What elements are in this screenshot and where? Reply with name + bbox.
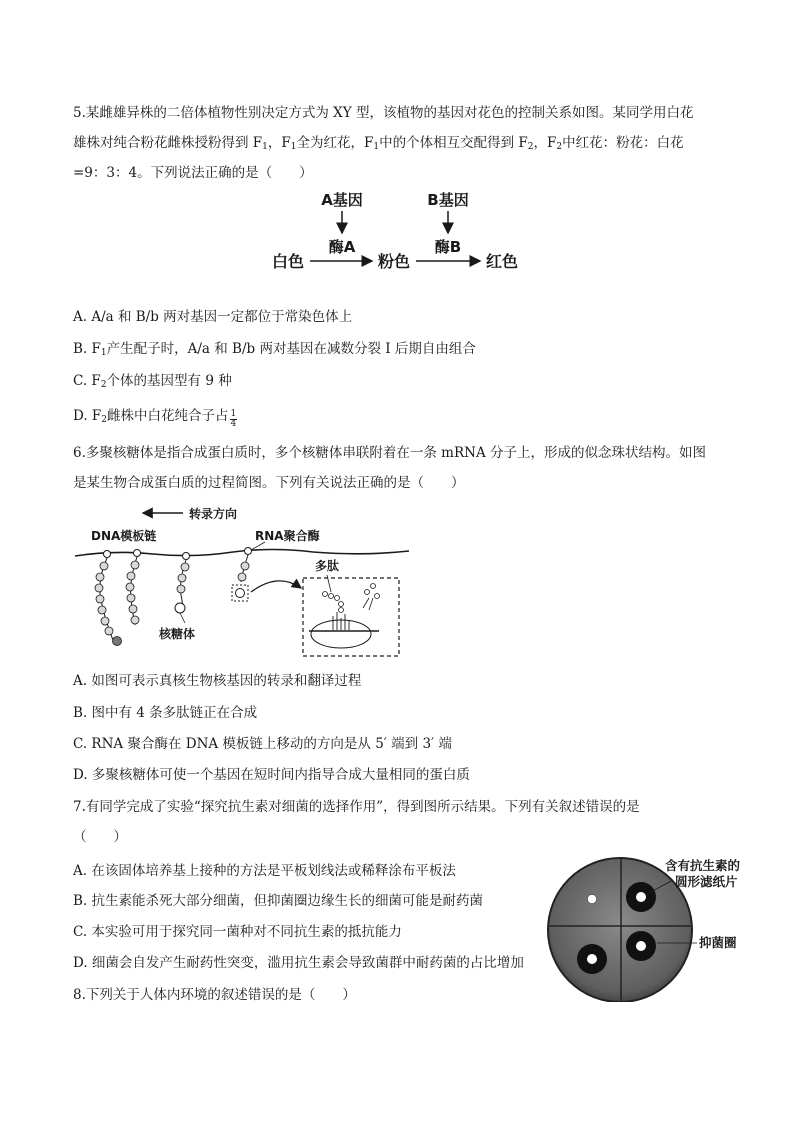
q6-option-d: D. 多聚核糖体可使一个基因在短时间内指导合成大量相同的蛋白质	[73, 767, 470, 783]
ribosome-chain-2	[126, 561, 139, 624]
gene-b-label: B基因	[427, 191, 469, 209]
q5-option-a: A. A/a 和 B/b 两对基因一定都位于常染色体上	[73, 309, 353, 325]
white-color-label: 白色	[272, 252, 305, 271]
peptide-chain-zoomed	[323, 592, 344, 613]
rna-polymerase-label: RNA聚合酶	[255, 529, 320, 543]
dna-strand	[75, 550, 409, 557]
enzyme-a-label: 酶A	[328, 238, 356, 256]
filter-paper-label-line1: 含有抗生素的	[665, 858, 741, 873]
filter-paper-4	[636, 941, 646, 951]
q7-option-a: A. 在该固体培养基上接种的方法是平板划线法或稀释涂布平板法	[73, 863, 456, 879]
filter-paper-3	[587, 954, 597, 964]
ribosome-chain-3	[177, 563, 189, 593]
dna-template-label: DNA模板链	[91, 529, 157, 543]
q6-option-b: B. 图中有 4 条多肽链正在合成	[73, 705, 258, 721]
petri-dish	[548, 858, 692, 1002]
enzyme-b-label: 酶B	[434, 238, 462, 256]
q5-stem-line3: =9：3：4。下列说法正确的是（ ）	[73, 165, 313, 181]
rna-polymerase-1	[104, 551, 111, 558]
q5-stem-line1: 5.某雌雄异株的二倍体植物性别决定方式为 XY 型，该植物的基因对花色的控制关系如图。某同学用白花	[73, 105, 694, 121]
ribosome-labeled	[175, 603, 185, 613]
q5-stem-line2: 雄株对纯合粉花雌株授粉得到 $F_1$，$F_1$全为红花，$F_1$中的个体相互交配得到 $F_2$，$F_2$中红花：粉花：白花	[73, 135, 684, 152]
q7-stem-line1: 7.有同学完成了实验“探究抗生素对细菌的选择作用”，得到图所示结果。下列有关叙述错误的是	[73, 799, 640, 815]
q5-option-c: C. $F_2$个体的基因型有 9 种	[73, 373, 232, 390]
q6-stem-line2: 是某生物合成蛋白质的过程简图。下列有关说法正确的是（ ）	[73, 475, 465, 491]
q5-option-d: D. $F_2$雌株中白花纯合子占 $\frac{1}{4}$	[73, 408, 237, 429]
q7-option-b: B. 抗生素能杀死大部分细菌，但抑菌圈边缘生长的细菌可能是耐药菌	[73, 893, 484, 909]
q6-option-a: A. 如图可表示真核生物核基因的转录和翻译过程	[73, 673, 362, 689]
peptide-label: 多肽	[315, 559, 340, 573]
ribosome-pointer-line	[180, 613, 185, 623]
rna-polymerase-2	[134, 550, 141, 557]
q7-option-c: C. 本实验可用于探究同一菌种对不同抗生素的抵抗能力	[73, 924, 402, 940]
inhibition-zone-label: 抑菌圈	[699, 935, 737, 950]
zoom-arrow	[251, 581, 301, 592]
q8-stem-line1: 8.下列关于人体内环境的叙述错误的是（ ）	[73, 987, 356, 1003]
petri-dish-diagram	[545, 852, 770, 1002]
gene-pathway-diagram	[260, 186, 540, 276]
ribosome-label: 核糖体	[159, 627, 196, 641]
pink-color-label: 粉色	[378, 252, 411, 271]
fraction-one-quarter: $\frac{1}{4}$	[230, 409, 237, 429]
rna-polymerase-3	[183, 553, 190, 560]
q6-option-c: C. RNA 聚合酶在 DNA 模板链上移动的方向是从 5′ 端到 3′ 端	[73, 736, 452, 752]
gene-a-label: A基因	[321, 191, 363, 209]
ribosome-chain-1	[95, 562, 122, 646]
filter-paper-label-line2: 圆形滤纸片	[675, 874, 738, 889]
q6-stem-line1: 6.多聚核糖体是指合成蛋白质时，多个核糖体串联附着在一条 mRNA 分子上，形成的似念珠状结构。如图	[73, 445, 706, 461]
q5-option-b: B. $F_1$产生配子时，A/a 和 B/b 两对基因在减数分裂 I 后期自由组合	[73, 341, 476, 358]
rnap-pointer-line	[251, 542, 265, 550]
q7-stem-line2: （ ）	[73, 829, 127, 845]
transcription-direction-label: 转录方向	[189, 507, 238, 521]
rna-polymerase-4	[245, 548, 252, 555]
filter-paper-1	[588, 895, 597, 904]
red-color-label: 红色	[486, 252, 519, 271]
incoming-trna	[363, 584, 380, 611]
filter-paper-2	[636, 892, 646, 902]
q7-option-d: D. 细菌会自发产生耐药性突变，滥用抗生素会导致菌群中耐药菌的占比增加	[73, 955, 524, 971]
polyribosome-diagram	[73, 500, 413, 662]
